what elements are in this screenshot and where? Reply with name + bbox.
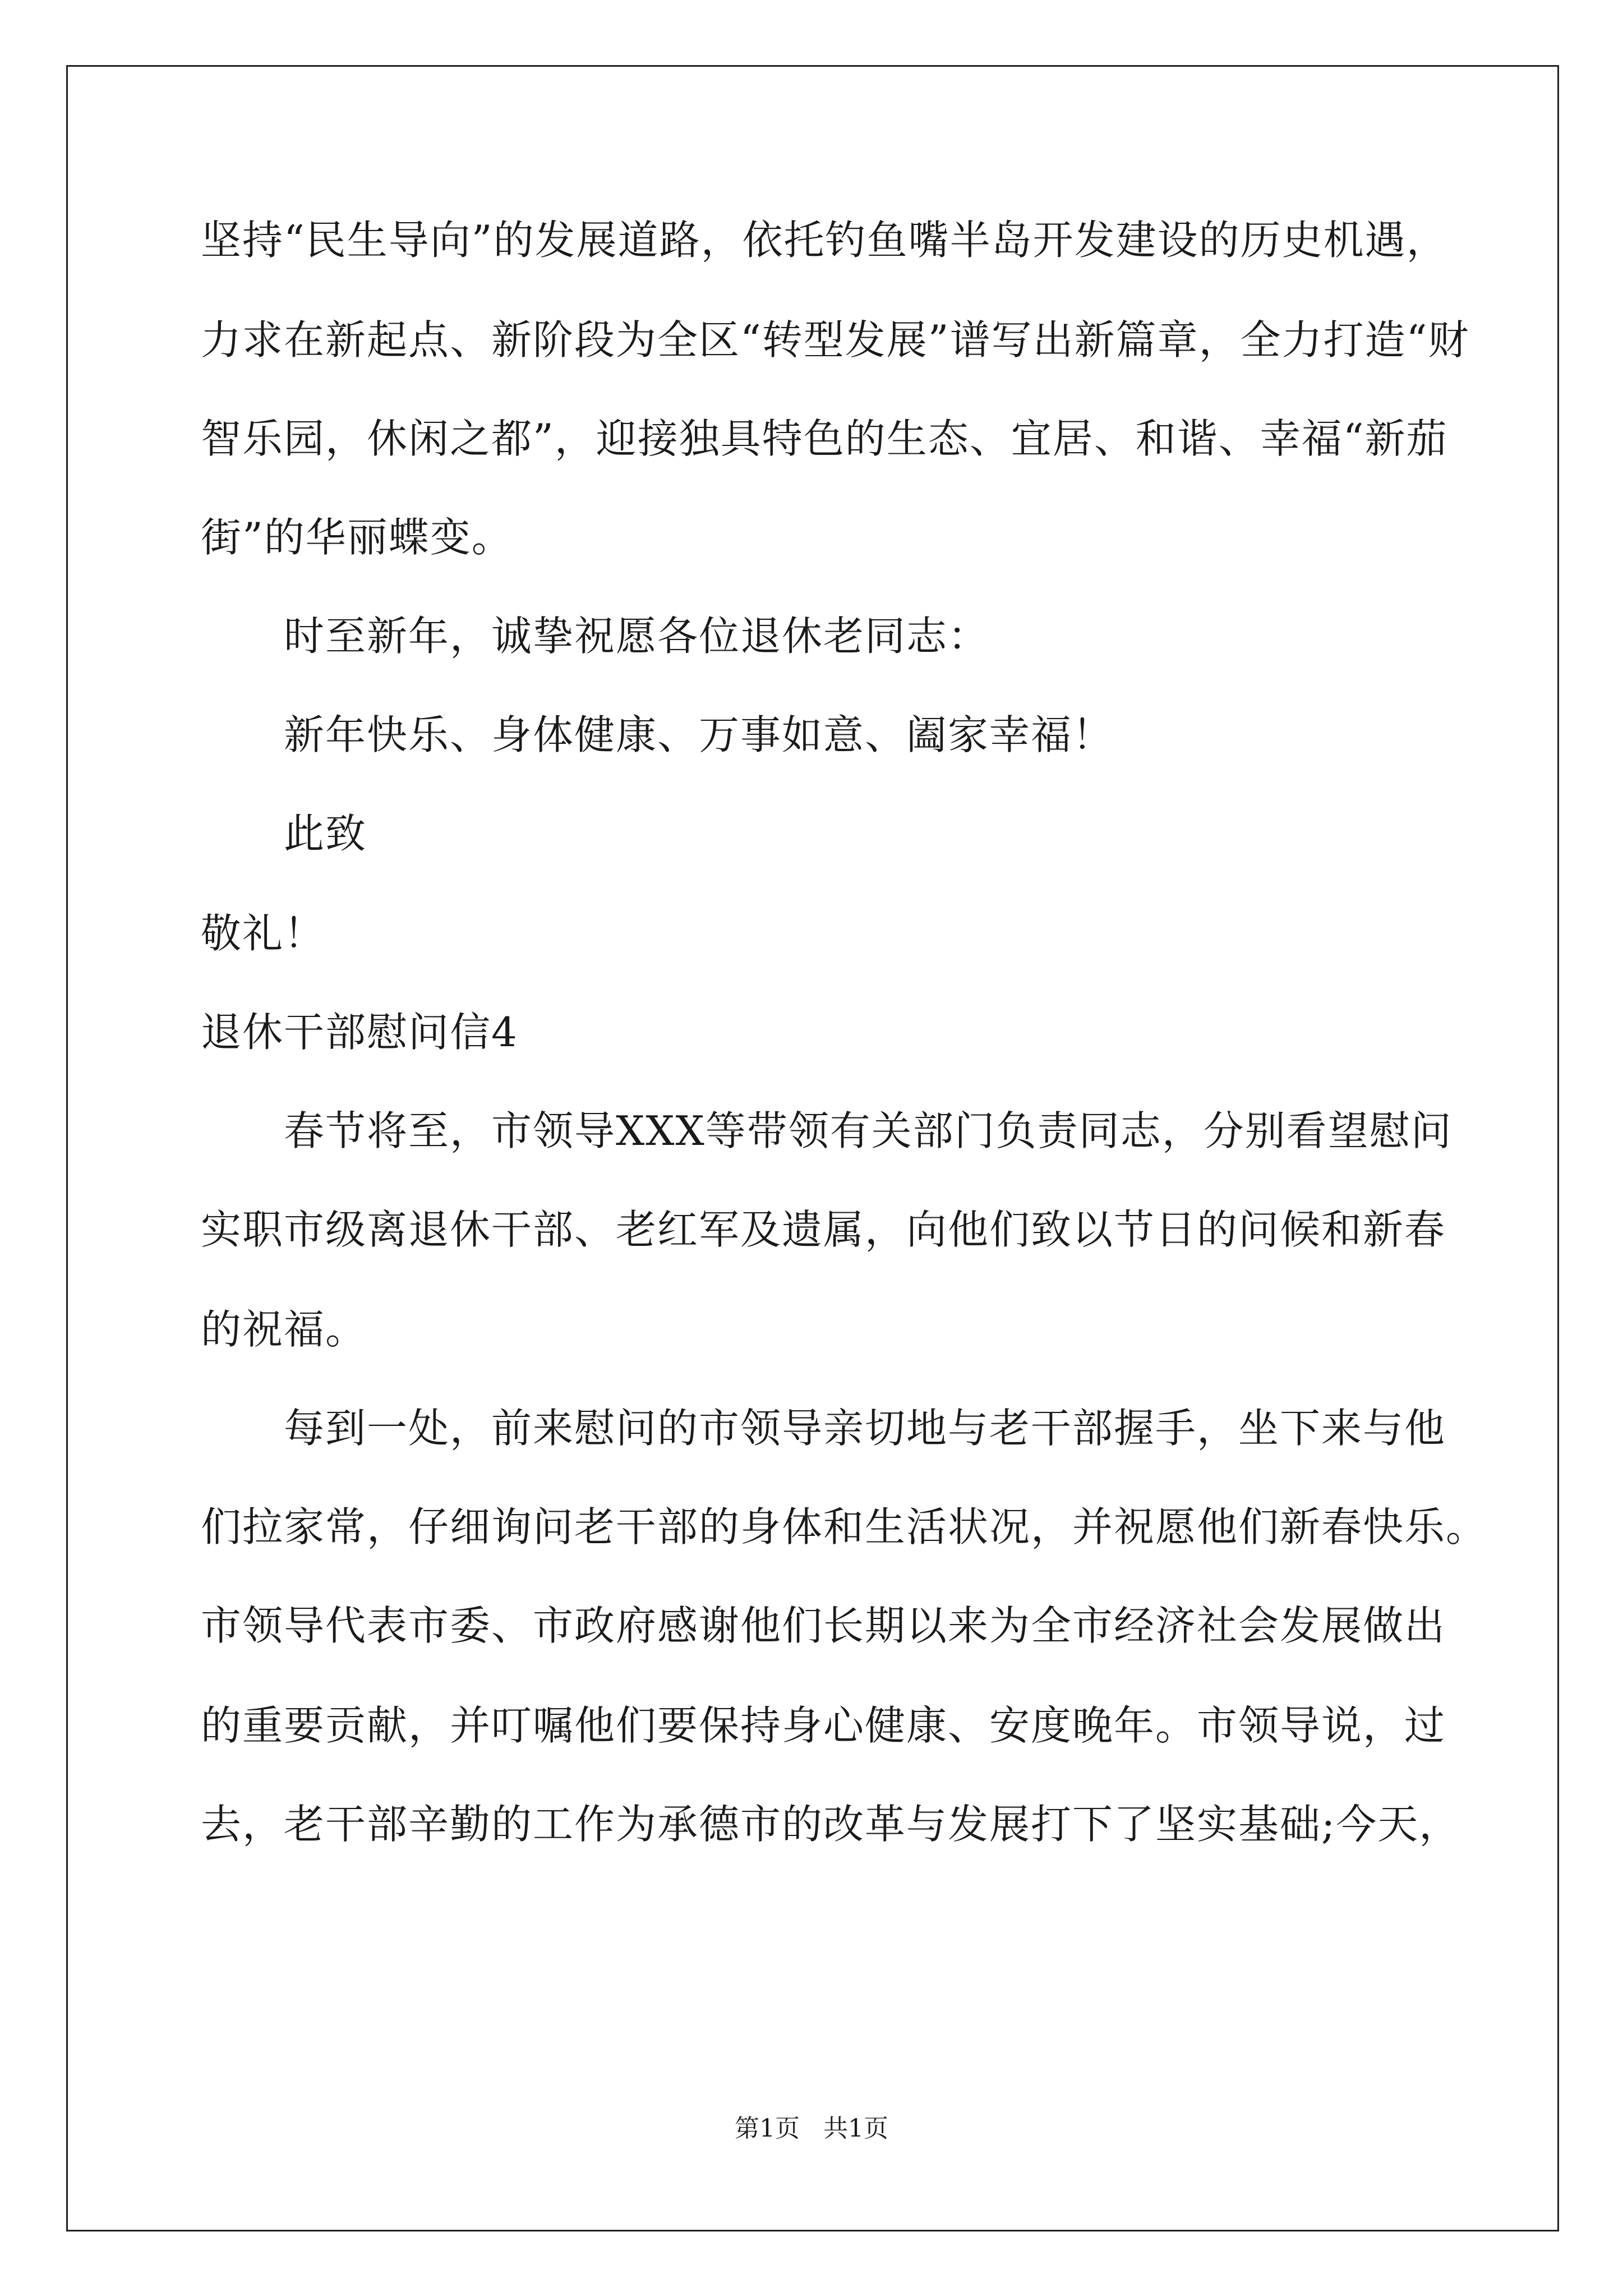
- text-line: 去，老干部辛勤的工作为承德市的改革与发展打下了坚实基础;今天，: [201, 1801, 1461, 1848]
- text-line: 每到一处，前来慰问的市领导亲切地与老干部握手，坐下来与他: [284, 1405, 1446, 1452]
- text-line: 此致: [284, 810, 367, 857]
- text-line: 实职市级离退休干部、老红军及遗属，向他们致以节日的问候和新春: [201, 1206, 1446, 1253]
- text-line: 坚持“民生导向”的发展道路，依托钓鱼嘴半岛开发建设的历史机遇，: [201, 217, 1448, 264]
- text-line: 新年快乐、身体健康、万事如意、阖家幸福！: [284, 711, 1114, 758]
- section-heading: 退休干部慰问信4: [201, 1009, 518, 1056]
- text-line: 春节将至，市领导XXX等带领有关部门负责同志，分别看望慰问: [284, 1107, 1453, 1154]
- page-footer: 第1页 共1页: [735, 2114, 888, 2143]
- text-line: 市领导代表市委、市政府感谢他们长期以来为全市经济社会发展做出: [201, 1602, 1446, 1649]
- text-line: 的重要贡献，并叮嘱他们要保持身心健康、安度晚年。市领导说，过: [201, 1702, 1446, 1749]
- text-line: 敬礼！: [201, 910, 326, 957]
- text-line: 智乐园，休闲之都”，迎接独具特色的生态、宜居、和谐、幸福“新茄: [201, 415, 1448, 462]
- text-line: 力求在新起点、新阶段为全区“转型发展”谱写出新篇章，全力打造“财: [201, 316, 1470, 364]
- text-line: 街”的华丽蝶变。: [201, 514, 513, 561]
- text-line: 时至新年，诚挚祝愿各位退休老同志：: [284, 613, 990, 660]
- text-line: 们拉家常，仔细询问老干部的身体和生活状况，并祝愿他们新春快乐。: [201, 1503, 1488, 1550]
- text-line: 的祝福。: [201, 1306, 367, 1353]
